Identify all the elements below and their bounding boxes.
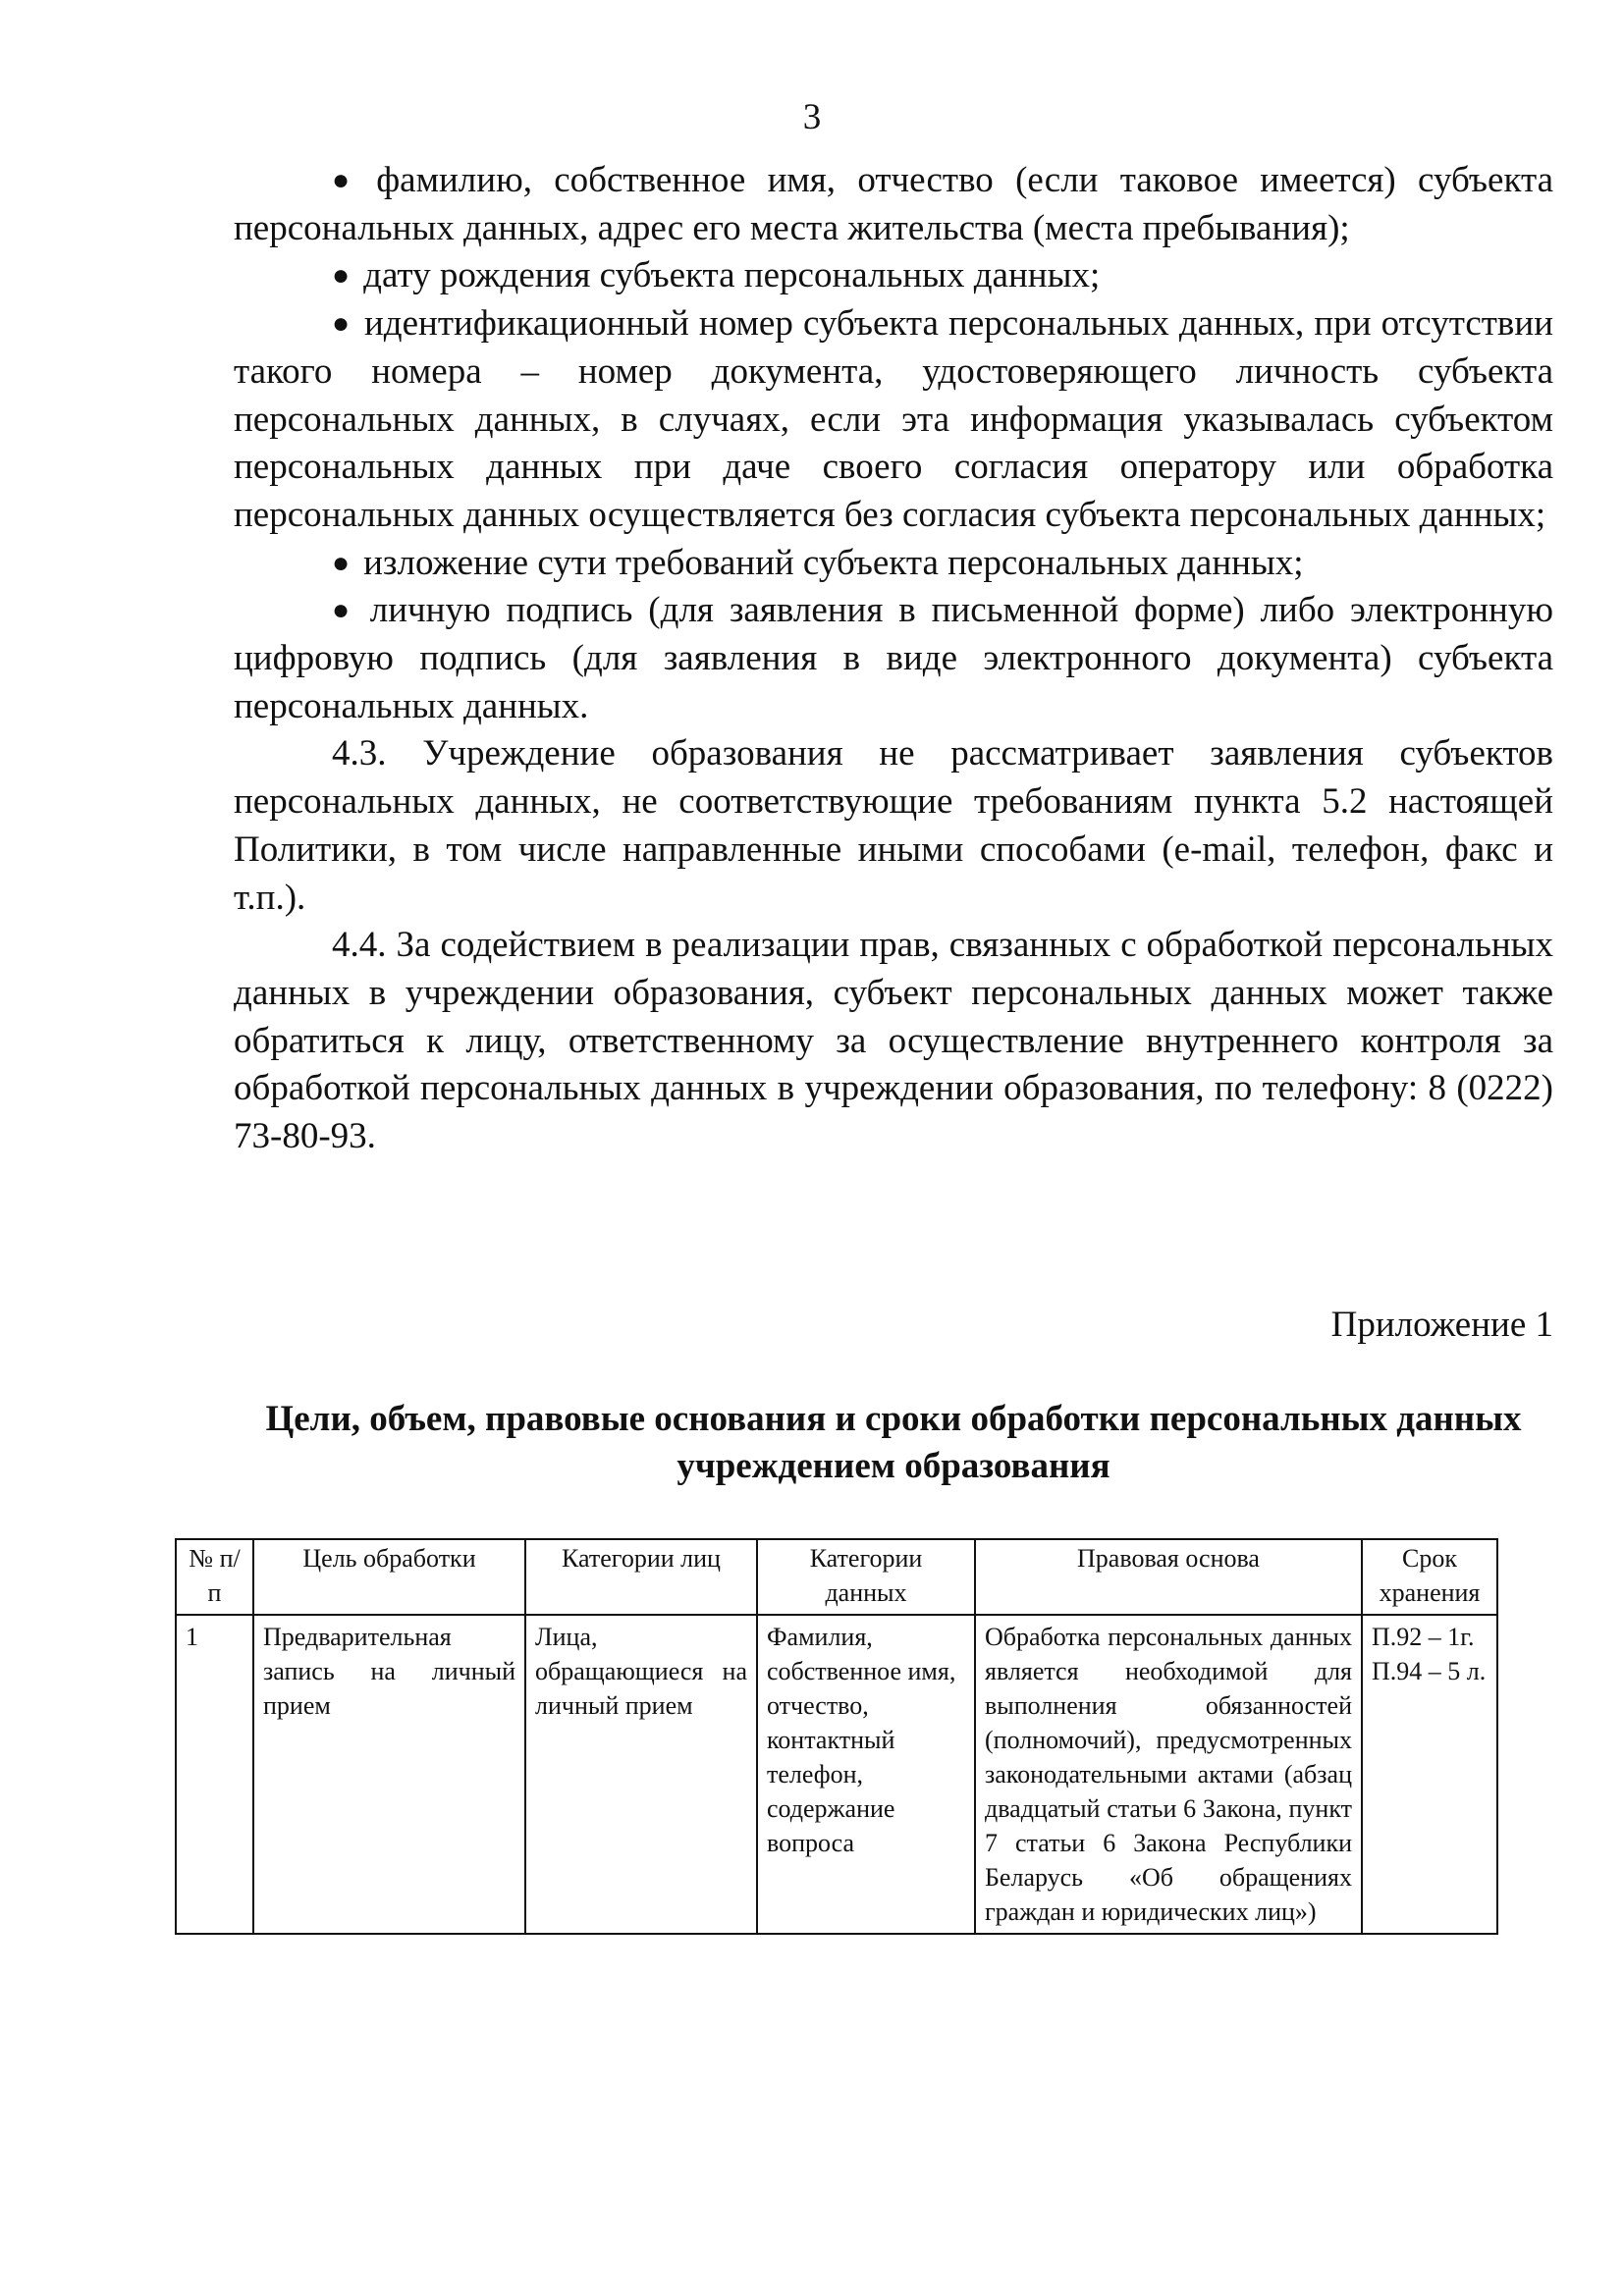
section-title: Цели, объем, правовые основания и сроки обработки персональных данных учреждением образования: [265, 1399, 1522, 1486]
bullet-icon: ●: [332, 307, 351, 341]
cell-number: 1: [176, 1615, 253, 1934]
bullet-icon: ●: [332, 164, 363, 196]
paragraph-text: личную подпись (для заявления в письменной форме) либо электронную цифровую подпись (для заявления в виде электронного документа) субъекта персональных данных.: [234, 590, 1554, 726]
table-row: [176, 1615, 1497, 1934]
paragraph-text: фамилию, собственное имя, отчество (если таковое имеется) субъекта персональных данных, адрес его места жительства (места пребывания);: [234, 160, 1553, 248]
paragraph-text: дату рождения субъекта персональных данных;: [363, 255, 1101, 296]
cell-retention: [1362, 1615, 1497, 1934]
cell-persons: Лица, обращающиеся на личный прием: [525, 1615, 757, 1934]
header-legal-basis: Правовая основа: [975, 1539, 1362, 1615]
paragraph-text: 4.3. Учреждение образования не рассматривает заявления субъектов персональных данных, не соответствующие требованиям пункта 5.2 настоящей Политики, в том числе направленные иными способами (e-mail, телефон, факс и т.п.).: [234, 733, 1553, 918]
header-data-categories: Категории данных: [757, 1539, 975, 1615]
cell-purpose: Предварительная запись на личный прием: [253, 1615, 525, 1934]
bullet-paragraph: [234, 540, 1553, 588]
header-number: № п/п: [176, 1539, 253, 1615]
header-purpose: Цель обработки: [253, 1539, 525, 1615]
table-header-row: [176, 1539, 1497, 1615]
retention-line: П.94 – 5 л.: [1372, 1657, 1487, 1685]
header-retention: Срок хранения: [1362, 1539, 1497, 1615]
header-persons: Категории лиц: [525, 1539, 757, 1615]
paragraph: [234, 922, 1553, 1161]
bullet-paragraph: [234, 157, 1553, 252]
processing-table: [175, 1538, 1496, 1935]
paragraph-text: изложение сути требований субъекта персональных данных;: [363, 542, 1304, 583]
bullet-icon: ●: [332, 594, 356, 627]
appendix-label: Приложение 1: [1330, 1305, 1553, 1345]
body-text: [234, 157, 1553, 1161]
bullet-paragraph: [234, 300, 1553, 540]
bullet-icon: ●: [332, 546, 351, 579]
cell-data-categories: Фамилия, собственное имя, отчество, контактный телефон, содержание вопроса: [757, 1615, 975, 1934]
paragraph-text: идентификационный номер субъекта персональных данных, при отсутствии такого номера – номер документа, удостоверяющего личность субъекта персональных данных, в случаях, если эта информация указывалась субъектом персональных данных при даче своего согласия оператору или обработка персональных данных осуществляется без согласия субъекта персональных данных;: [234, 303, 1553, 535]
page-number: 3: [802, 97, 822, 137]
bullet-icon: ●: [332, 259, 351, 293]
table: [175, 1538, 1498, 1935]
bullet-paragraph: [234, 587, 1553, 730]
retention-line: П.92 – 1г.: [1372, 1623, 1475, 1651]
paragraph-text: 4.4. За содействием в реализации прав, связанных с обработкой персональных данных в учреждении образования, субъект персональных данных может также обратиться к лицу, ответственному за осуществление внутреннего контроля за обработкой персональных данных в учреждении образования, по телефону: 8 (0222) 73-80-93.: [234, 925, 1553, 1157]
cell-legal-basis: Обработка персональных данных является необходимой для выполнения обязанностей (полномочий), предусмотренных законодательными актами (абзац двадцатый статьи 6 Закона, пункт 7 статьи 6 Закона Республики Беларусь «Об обращениях граждан и юридических лиц»): [975, 1615, 1362, 1934]
bullet-paragraph: [234, 252, 1553, 300]
paragraph: [234, 730, 1553, 922]
